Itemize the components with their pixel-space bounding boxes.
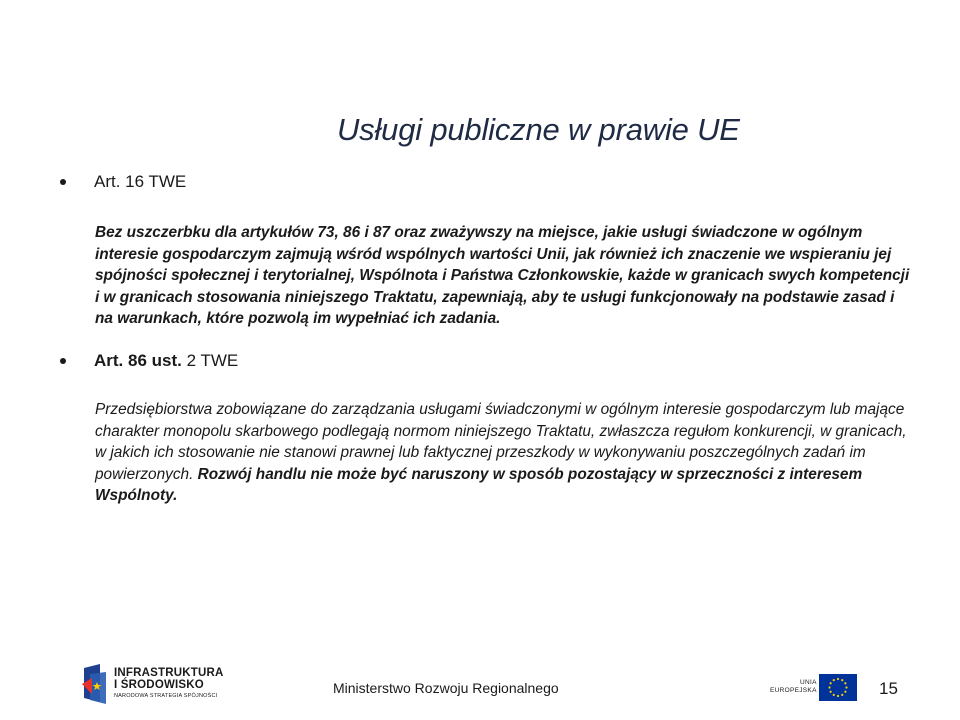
logo-line-3: NARODOWA STRATEGIA SPÓJNOŚCI <box>114 693 218 700</box>
bullet-item-art86 <box>60 351 238 371</box>
eu-label <box>770 679 817 695</box>
eu-flag-icon <box>819 674 857 701</box>
eu-star-icon <box>845 686 847 688</box>
eu-label-line-2: EUROPEJSKA <box>770 687 817 694</box>
ministry-name: Ministerstwo Rozwoju Regionalnego <box>333 680 559 696</box>
eu-star-icon <box>837 678 839 680</box>
logo-line-1: INFRASTRUKTURA <box>114 667 224 680</box>
eu-star-icon <box>833 694 835 696</box>
eu-label-line-1: UNIA <box>799 679 817 686</box>
eu-star-icon <box>841 679 843 681</box>
article-86-text-part2: Rozwój handlu nie może być naruszony w sposób pozostający w sprzeczności z interesem Wspólnoty. <box>95 465 863 504</box>
eu-star-icon <box>830 682 832 684</box>
article-16-text: Bez uszczerbku dla artykułów 73, 86 i 87 oraz zważywszy na miejsce, jakie usługi świadczone w ogólnym interesie gospodarczym zajmują wśród wspólnych wartości Unii, jak również ich znaczenie we wspieraniu jej spójności społecznej i terytorialnej, Wspólnota i Państwa Członkowskie, każde w granicach swych kompetencji i w granicach stosowania niniejszego Traktatu, zapewniają, aby te usługi funkcjonowały na podstawie zasad i na warunkach, które pozwolą im wypełniać ich zadania. <box>95 224 910 327</box>
eu-star-icon <box>830 691 832 693</box>
bullet-dot-icon <box>60 358 66 364</box>
bullet-dot-icon <box>60 179 66 185</box>
page-number: 15 <box>879 679 898 698</box>
slide-title: Usługi publiczne w prawie UE <box>337 112 740 147</box>
eu-star-icon <box>844 691 846 693</box>
bullet-item-art16 <box>60 172 186 192</box>
bullet-label-bold: Art. 86 ust. <box>94 351 182 370</box>
infrastruktura-logo <box>80 664 223 704</box>
bullet-label: Art. 16 TWE <box>94 172 187 191</box>
eu-star-icon <box>828 686 830 688</box>
bullet-label-rest: 2 TWE <box>181 351 239 370</box>
logo-line-2: I ŚRODOWISKO <box>114 678 204 691</box>
article-86-text-part1: Przedsiębiorstwa zobowiązane do zarządzania usługami świadczonymi w ogólnym interesie gospodarczym lub mające charakter monopolu skarbowego podlegają normom niniejszego Traktatu, zwłaszcza regułom konkurencji, w granicach, w jakich ich stosowanie nie stanowi prawnej lub faktycznej przeszkody w wykonywaniu poszczególnych zadań im powierzonych. <box>95 401 907 483</box>
eu-star-icon <box>837 695 839 697</box>
article-86-text <box>95 399 915 507</box>
eu-star-icon <box>833 679 835 681</box>
eu-star-icon <box>844 682 846 684</box>
eu-star-icon <box>841 694 843 696</box>
infrastruktura-emblem-icon <box>80 664 108 704</box>
